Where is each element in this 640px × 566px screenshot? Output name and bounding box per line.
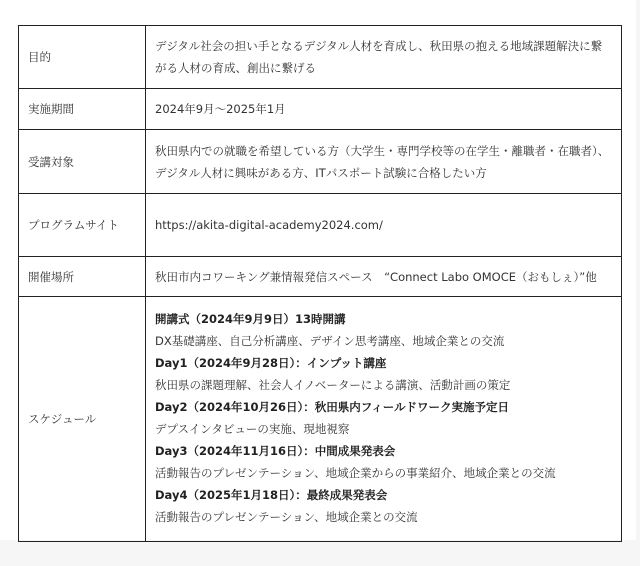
table-row-target — [19, 130, 622, 194]
schedule-heading: Day1（2024年9月28日）：インプット講座 — [155, 356, 387, 370]
row-label: 開催場所 — [19, 257, 146, 297]
table-row-schedule — [19, 297, 622, 542]
row-label: スケジュール — [19, 297, 146, 542]
schedule-heading: Day3（2024年11月16日）：中間成果発表会 — [155, 444, 396, 458]
row-label: 目的 — [19, 26, 146, 89]
program-site-link[interactable]: https://akita-digital-academy2024.com/ — [146, 194, 622, 257]
row-label: 受講対象 — [19, 130, 146, 194]
program-info-table — [18, 25, 622, 542]
row-value: 2024年9月～2025年1月 — [146, 89, 622, 130]
row-value: 秋田市内コワーキング兼情報発信スペース “Connect Labo OMOCE（おもしぇ）”他 — [146, 257, 622, 297]
schedule-heading: Day4（2025年1月18日）：最終成果発表会 — [155, 488, 388, 502]
row-value: 秋田県内での就職を希望している方（大学生・専門学校等の在学生・離職者・在職者）、デジタル人材に興味がある方、ITパスポート試験に合格したい方 — [146, 130, 622, 194]
table-row-purpose — [19, 26, 622, 89]
row-label: プログラムサイト — [19, 194, 146, 257]
table-row-period — [19, 89, 622, 130]
table-row-program-site — [19, 194, 622, 257]
schedule-list — [146, 297, 622, 542]
row-value: デジタル社会の担い手となるデジタル人材を育成し、秋田県の抱える地域課題解決に繋がる人材の育成、創出に繋げる — [146, 26, 622, 89]
schedule-detail: 秋田県の課題理解、社会人イノベーターによる講演、活動計画の策定 — [155, 378, 511, 392]
schedule-heading: Day2（2024年10月26日）：秋田県内フィールドワーク実施予定日 — [155, 400, 510, 414]
schedule-detail: デプスインタビューの実施、現地視察 — [155, 422, 350, 436]
schedule-detail: 活動報告のプレゼンテーション、地域企業との交流 — [155, 510, 418, 524]
schedule-detail: 活動報告のプレゼンテーション、地域企業からの事業紹介、地域企業との交流 — [155, 466, 556, 480]
schedule-detail: DX基礎講座、自己分析講座、デザイン思考講座、地域企業との交流 — [155, 334, 505, 348]
row-label: 実施期間 — [19, 89, 146, 130]
schedule-heading: 開講式（2024年9月9日）13時開講 — [155, 312, 346, 326]
table-row-venue — [19, 257, 622, 297]
